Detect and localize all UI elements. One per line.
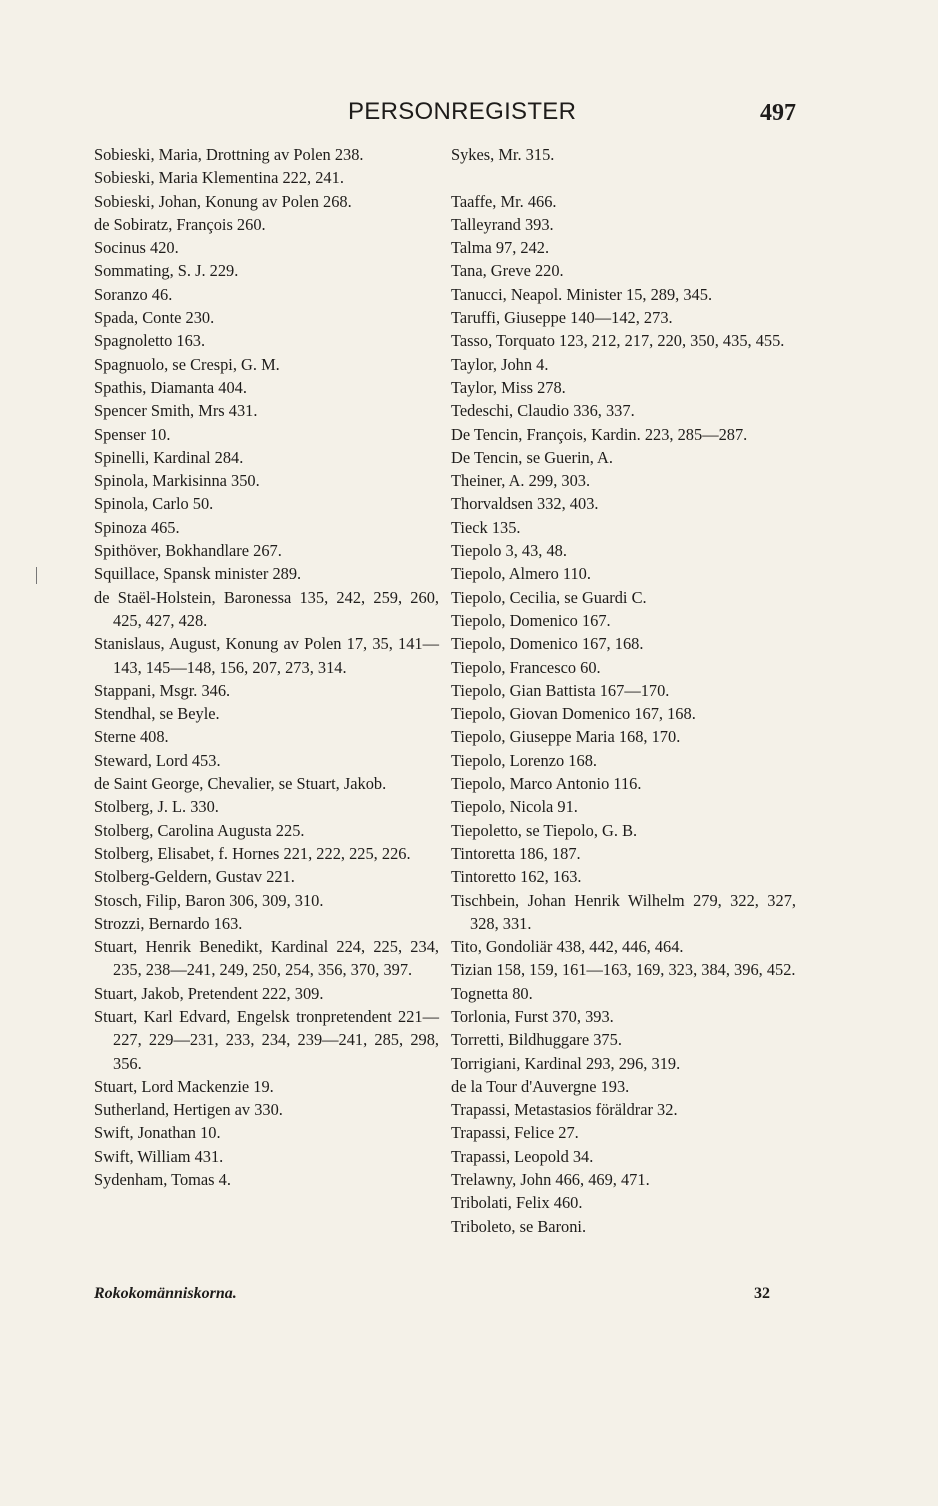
index-entry: Torrigiani, Kardinal 293, 296, 319. [451,1053,681,1073]
index-entry: Soranzo 46. [94,284,173,304]
index-entry: Stuart, Jakob, Pretendent 222, 309. [94,983,324,1003]
index-entry: Torlonia, Furst 370, 393. [451,1006,614,1026]
page-header [0,98,938,138]
index-entry: Stanislaus, August, Konung av Polen 17, 35, 141—143, 145—148, 156, 207, 273, 314. [94,634,439,677]
index-entry: Spagnoletto 163. [94,331,206,351]
index-entry: de Sobiratz, François 260. [94,214,266,234]
index-entry: Squillace, Spansk minister 289. [94,564,302,584]
index-column-left [94,143,439,1191]
index-entry: Talleyrand 393. [451,214,554,234]
index-entry: Spenser 10. [94,424,171,444]
index-entry: Swift, William 431. [94,1146,224,1166]
index-entry: Steward, Lord 453. [94,750,221,770]
index-entry: Sommating, S. J. 229. [94,261,239,281]
index-entry: de Saint George, Chevalier, se Stuart, Jakob. [94,774,387,794]
index-entry: Tognetta 80. [451,983,533,1003]
index-entry: Stolberg, Elisabet, f. Hornes 221, 222, 225, 226. [94,843,411,863]
printer-signature: Rokokomänniskorna. [94,1285,237,1302]
index-entry: Tiepoletto, se Tiepolo, G. B. [451,820,638,840]
index-entry: Tischbein, Johan Henrik Wilhelm 279, 322, 327, 328, 331. [451,890,796,933]
index-entry: De Tencin, se Guerin, A. [451,447,613,467]
index-entry: Trapassi, Felice 27. [451,1123,579,1143]
index-column-right [451,143,796,1238]
index-entry: Tiepolo, Almero 110. [451,564,591,584]
index-entry: Tiepolo 3, 43, 48. [451,541,567,561]
index-entry: Spada, Conte 230. [94,308,215,328]
index-entry: Stolberg, J. L. 330. [94,797,219,817]
index-entry: Tribolati, Felix 460. [451,1193,583,1213]
index-entry: Tintoretto 162, 163. [451,867,582,887]
margin-mark [36,567,37,584]
index-entry: Tana, Greve 220. [451,261,564,281]
index-entry: Sobieski, Maria Klementina 222, 241. [94,168,344,188]
index-entry: de Staël-Holstein, Baronessa 135, 242, 259, 260, 425, 427, 428. [94,587,439,630]
index-entry: Spinoza 465. [94,517,180,537]
index-entry: Strozzi, Bernardo 163. [94,913,243,933]
index-entry: Stolberg, Carolina Augusta 225. [94,820,305,840]
index-entry: Spinola, Carlo 50. [94,494,214,514]
running-title: PERSONREGISTER [348,98,577,125]
index-entry: Tiepolo, Marco Antonio 116. [451,774,642,794]
index-entry: Sterne 408. [94,727,169,747]
index-entry: Tiepolo, Giuseppe Maria 168, 170. [451,727,681,747]
index-entry: Tiepolo, Nicola 91. [451,797,578,817]
index-entry: Swift, Jonathan 10. [94,1123,221,1143]
index-entry: Stappani, Msgr. 346. [94,680,231,700]
index-entry: Stosch, Filip, Baron 306, 309, 310. [94,890,324,910]
index-entry: Tiepolo, Francesco 60. [451,657,601,677]
index-entry: Spathis, Diamanta 404. [94,377,247,397]
index-entry: Sykes, Mr. 315. [451,145,555,164]
page-number: 497 [760,100,796,126]
index-entry: Tintoretta 186, 187. [451,843,581,863]
index-entry: Tiepolo, Domenico 167, 168. [451,634,644,654]
index-entry: Tiepolo, Gian Battista 167—170. [451,680,670,700]
index-entry: Stolberg-Geldern, Gustav 221. [94,867,295,887]
index-entry: Stuart, Lord Mackenzie 19. [94,1076,274,1096]
index-entry: Spencer Smith, Mrs 431. [94,401,258,421]
index-entry: Taylor, Miss 278. [451,377,566,397]
index-entry: Taaffe, Mr. 466. [451,191,557,211]
index-entry: Tanucci, Neapol. Minister 15, 289, 345. [451,284,713,304]
index-entry: Spinelli, Kardinal 284. [94,447,244,467]
index-entry: Sobieski, Johan, Konung av Polen 268. [94,191,352,211]
index-entry: Taruffi, Giuseppe 140—142, 273. [451,308,673,328]
index-entry: Stuart, Henrik Benedikt, Kardinal 224, 225, 234, 235, 238—241, 249, 250, 254, 356, 370, 397. [94,937,439,980]
index-entry: Spagnuolo, se Crespi, G. M. [94,354,280,374]
index-entry: Tito, Gondoliär 438, 442, 446, 464. [451,937,684,957]
index-entry: Spithöver, Bokhandlare 267. [94,541,282,561]
index-entry: Taylor, John 4. [451,354,549,374]
index-entry: Tieck 135. [451,517,521,537]
index-entry: De Tencin, François, Kardin. 223, 285—287. [451,424,748,444]
index-entry: Thorvaldsen 332, 403. [451,494,599,514]
index-entry: Sobieski, Maria, Drottning av Polen 238. [94,145,364,164]
index-entry: Tiepolo, Cecilia, se Guardi C. [451,587,647,607]
index-entry: Trapassi, Metastasios föräldrar 32. [451,1100,678,1120]
index-entry: Trelawny, John 466, 469, 471. [451,1170,650,1190]
index-entry: Socinus 420. [94,238,179,258]
index-entry: Sydenham, Tomas 4. [94,1170,231,1190]
sheet-number: 32 [754,1285,770,1302]
index-entry: Trapassi, Leopold 34. [451,1146,594,1166]
index-entry: Tiepolo, Lorenzo 168. [451,750,597,770]
index-entry: Stuart, Karl Edvard, Engelsk tronpretendent 221—227, 229—231, 233, 234, 239—241, 285, 298, 356. [94,1006,439,1073]
index-entry: Stendhal, se Beyle. [94,704,220,724]
index-entry: Tizian 158, 159, 161—163, 169, 323, 384, 396, 452. [451,960,796,980]
index-entry: Talma 97, 242. [451,238,550,258]
index-entry: Spinola, Markisinna 350. [94,471,260,491]
section-gap [451,166,796,189]
index-entry: Tasso, Torquato 123, 212, 217, 220, 350, 435, 455. [451,331,785,351]
index-entry: Torretti, Bildhuggare 375. [451,1030,622,1050]
page-footer [0,1285,938,1315]
index-entry: Sutherland, Hertigen av 330. [94,1100,283,1120]
index-entry: Theiner, A. 299, 303. [451,471,591,491]
index-entry: Tiepolo, Domenico 167. [451,610,611,630]
index-entry: Triboleto, se Baroni. [451,1216,587,1236]
index-entry: de la Tour d'Auvergne 193. [451,1076,630,1096]
index-entry: Tiepolo, Giovan Domenico 167, 168. [451,704,696,724]
index-entry: Tedeschi, Claudio 336, 337. [451,401,635,421]
